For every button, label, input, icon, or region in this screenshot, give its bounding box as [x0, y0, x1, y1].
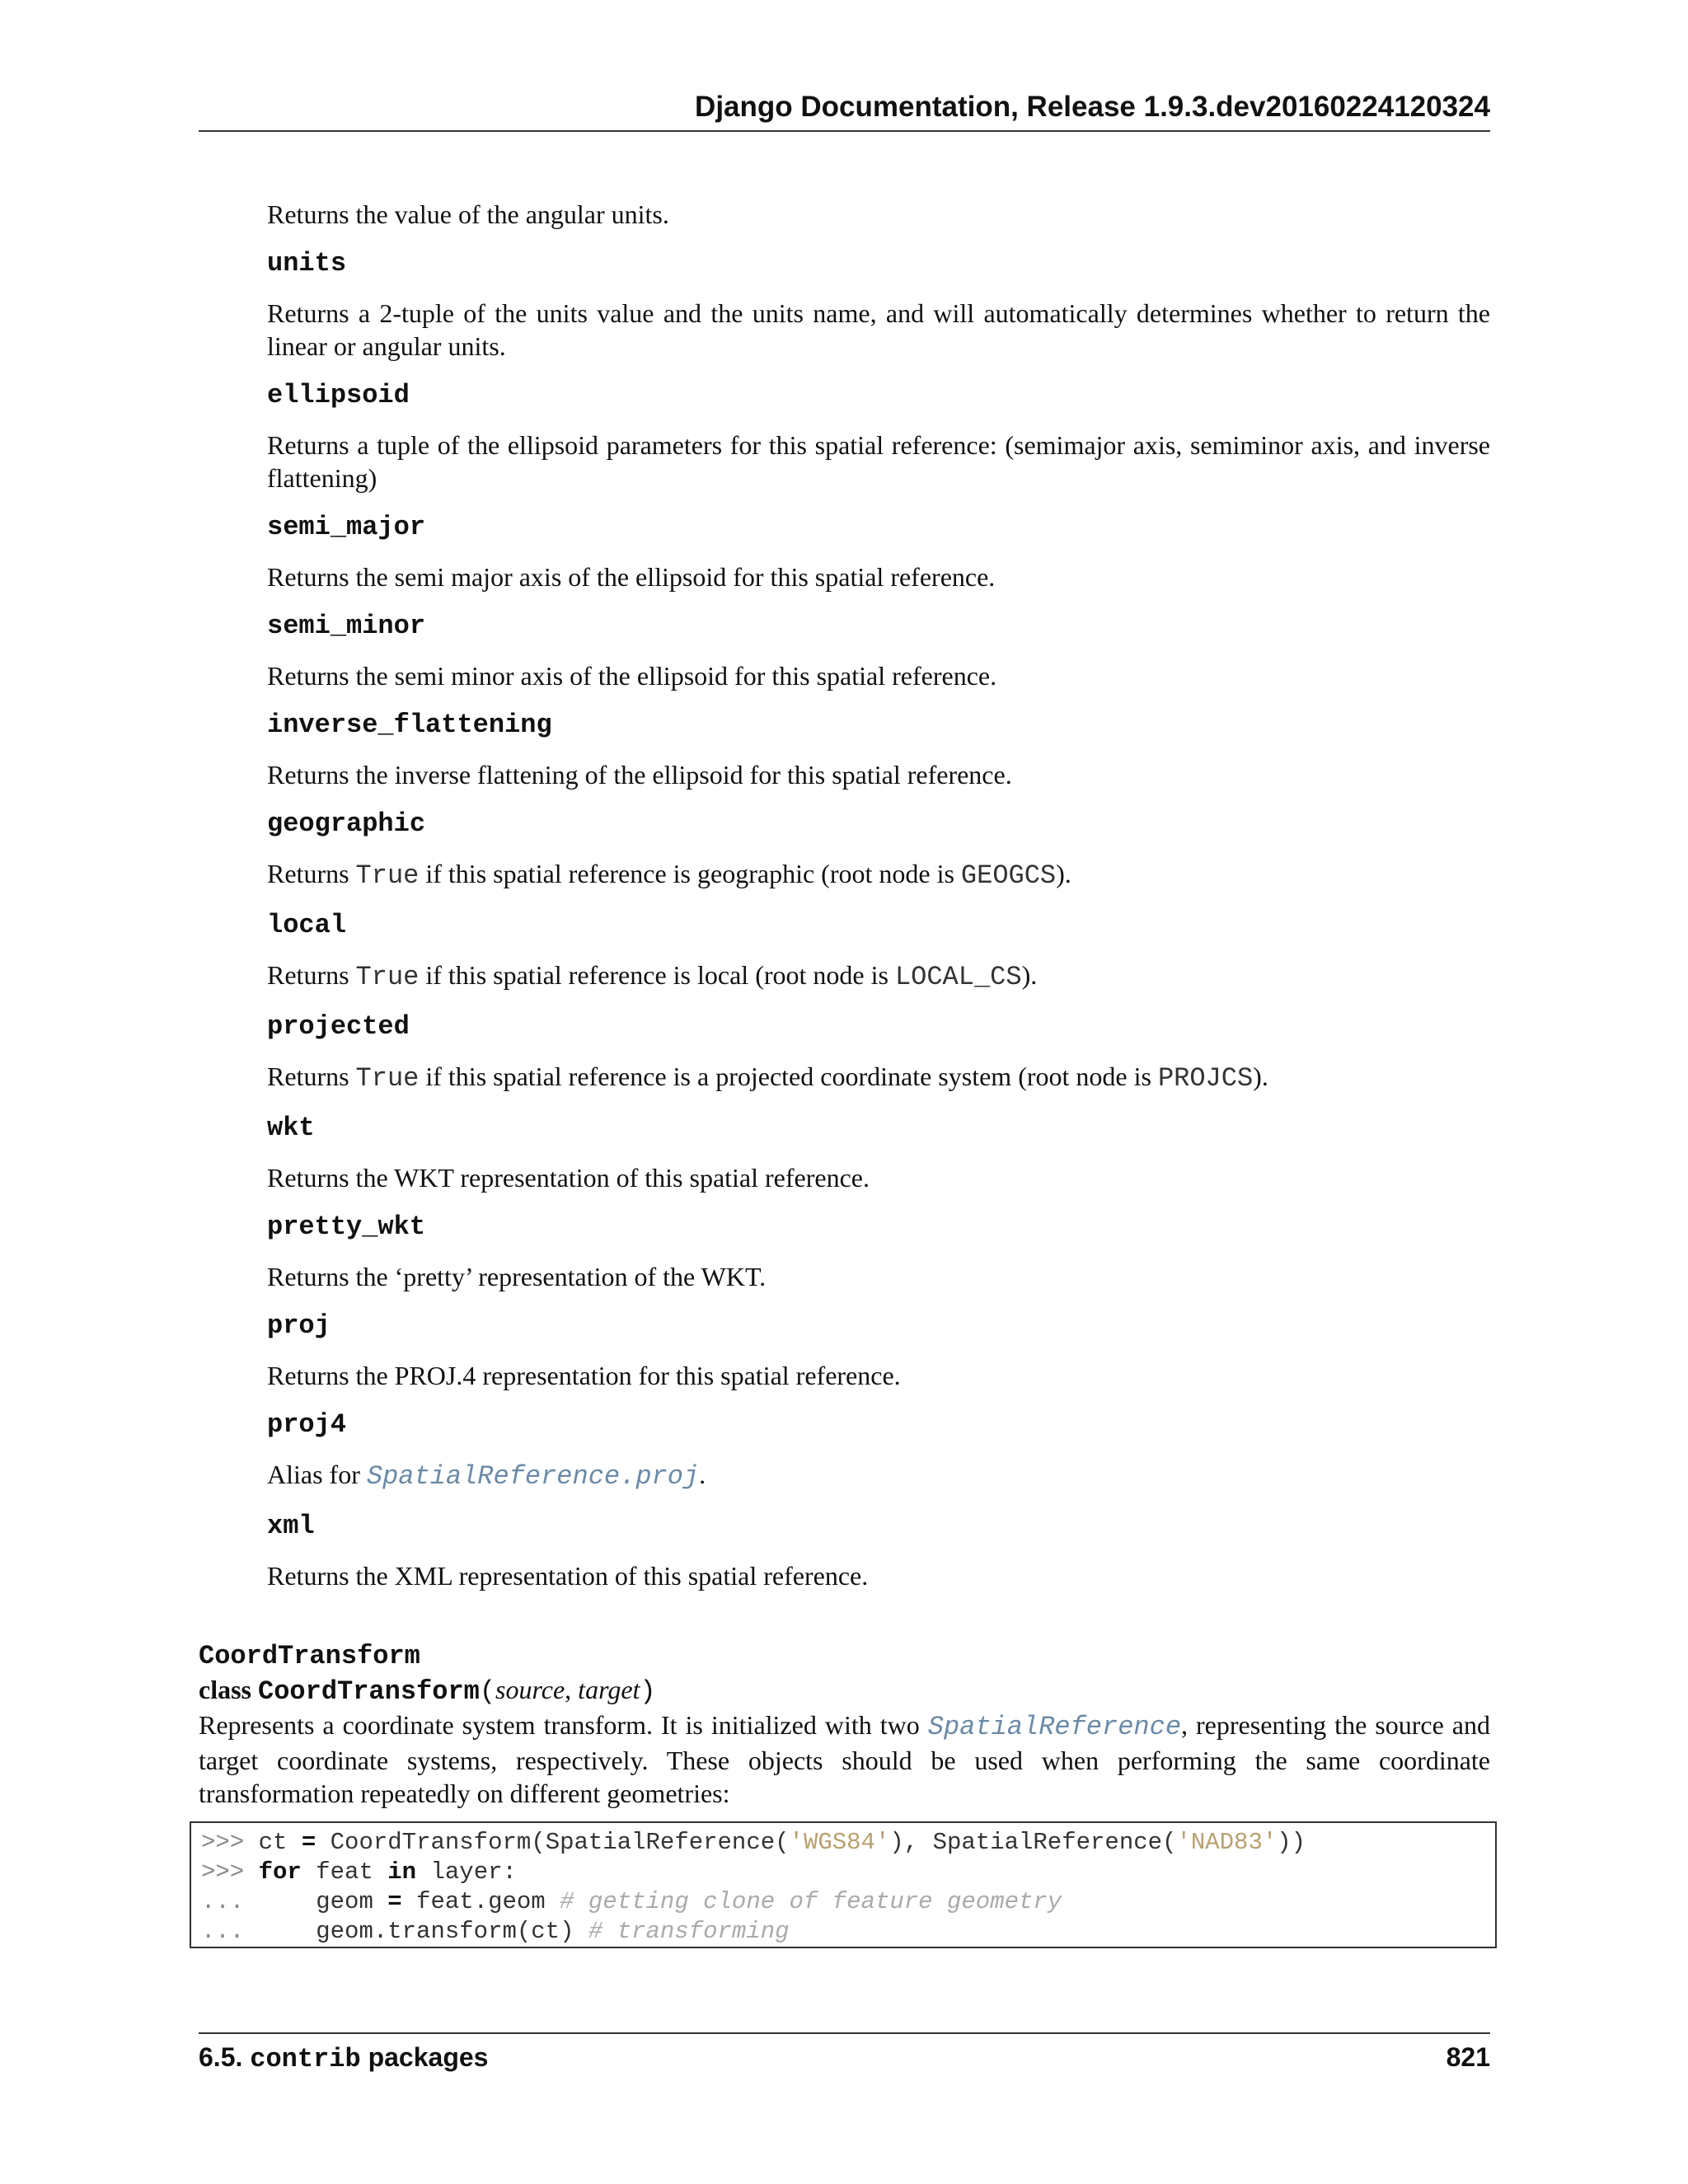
attr-projected: projected [267, 1011, 410, 1042]
code-local-cs: LOCAL_CS [894, 962, 1022, 992]
page-footer [199, 2032, 1490, 2074]
code-text: CoordTransform(SpatialReference( [316, 1829, 790, 1856]
document-title: Django Documentation, Release 1.9.3.dev20160224120324 [695, 91, 1490, 123]
attr-proj-desc: Returns the PROJ.4 representation for this spatial reference. [267, 1361, 901, 1390]
paren-open: ( [479, 1676, 496, 1707]
code-text: ct [244, 1829, 302, 1856]
attr-local: local [267, 910, 347, 940]
code-text: feat [301, 1858, 388, 1886]
attr-inverse-flattening: inverse_flattening [267, 710, 552, 740]
text: Returns [267, 960, 356, 990]
keyword: in [387, 1858, 417, 1886]
link-spatialreference[interactable]: SpatialReference [927, 1712, 1182, 1742]
attr-wkt: wkt [267, 1113, 315, 1143]
operator: = [387, 1888, 402, 1915]
attr-wkt-desc: Returns the WKT representation of this spatial reference. [267, 1163, 870, 1193]
attr-inverse-flattening-desc: Returns the inverse flattening of the ellipsoid for this spatial reference. [267, 760, 1012, 790]
text: Returns [267, 859, 356, 888]
attr-geographic: geographic [267, 808, 426, 839]
attr-proj4-desc [267, 1458, 1490, 1493]
page-header [199, 91, 1490, 132]
code-line [201, 1887, 1485, 1917]
attr-pretty-wkt-desc: Returns the ‘pretty’ representation of the WKT. [267, 1262, 767, 1291]
operator: = [301, 1829, 316, 1856]
arg-source: source [495, 1675, 565, 1704]
prompt: >>> [201, 1829, 245, 1856]
comment: # getting clone of feature geometry [560, 1888, 1062, 1915]
code-text: )) [1277, 1829, 1306, 1856]
attr-proj4: proj4 [267, 1409, 347, 1440]
prompt: ... [201, 1888, 245, 1915]
code-line [201, 1828, 1485, 1858]
class-keyword: class [199, 1675, 251, 1704]
text: Alias for [267, 1460, 367, 1489]
attr-units-desc: Returns a 2-tuple of the units value and the units name, and will automatically determines whether to return the linear or angular units. [267, 298, 1490, 361]
footer-section [199, 2042, 488, 2074]
text: ). [1056, 859, 1071, 888]
paren-close: ) [640, 1676, 656, 1707]
attr-ellipsoid-desc: Returns a tuple of the ellipsoid parameters for this spatial reference: (semimajor axis, semiminor axis, and inverse flattening) [267, 430, 1490, 493]
attr-pretty-wkt: pretty_wkt [267, 1212, 426, 1242]
comment: # transforming [588, 1918, 790, 1945]
code-line [201, 1917, 1485, 1947]
section-text: packages [360, 2042, 489, 2072]
code-line [201, 1858, 1485, 1887]
text: , representing the source and target coordinate systems, respectively. These objects should be used when performing the same coordinate transformation repeatedly on different geometries: [199, 1710, 1491, 1808]
attr-geographic-desc [267, 857, 1490, 893]
text: if this spatial reference is local (root node is [419, 960, 895, 990]
prompt: >>> [201, 1858, 245, 1886]
attr-xml-desc: Returns the XML representation of this spatial reference. [267, 1561, 869, 1591]
attr-proj: proj [267, 1310, 331, 1341]
arg-target: target [578, 1675, 640, 1704]
attr-ellipsoid: ellipsoid [267, 380, 410, 410]
code-geogcs: GEOGCS [960, 860, 1057, 891]
class-name: CoordTransform [258, 1676, 480, 1707]
code-block [190, 1821, 1497, 1948]
page-number: 821 [1446, 2042, 1490, 2072]
attr-semi-major-desc: Returns the semi major axis of the ellipsoid for this spatial reference. [267, 562, 996, 592]
code-true: True [355, 860, 420, 891]
attr-semi-major: semi_major [267, 512, 426, 542]
attr-semi-minor: semi_minor [267, 611, 426, 641]
code-text: geom [244, 1888, 388, 1915]
section-mono: contrib [250, 2044, 361, 2074]
attr-projected-desc [267, 1060, 1490, 1095]
text: Represents a coordinate system transform. It is initialized with two [199, 1710, 928, 1740]
string-literal: 'WGS84' [789, 1829, 890, 1856]
angular-units-description: Returns the value of the angular units. [267, 199, 669, 229]
attr-xml: xml [267, 1511, 315, 1541]
text: Returns [267, 1062, 356, 1091]
section-title: CoordTransform [199, 1641, 420, 1671]
text: ). [1021, 960, 1038, 990]
code-text: geom.transform(ct) [244, 1918, 588, 1945]
section-number: 6.5. [199, 2042, 251, 2072]
code-text: feat.geom [401, 1888, 560, 1915]
arg-sep: , [565, 1675, 579, 1704]
code-projcs: PROJCS [1157, 1063, 1254, 1094]
prompt: ... [201, 1918, 245, 1945]
code-text: layer: [416, 1858, 517, 1886]
attribute-list [267, 198, 1490, 1592]
attr-semi-minor-desc: Returns the semi minor axis of the ellipsoid for this spatial reference. [267, 661, 997, 691]
link-spatialreference-proj[interactable]: SpatialReference.proj [366, 1461, 700, 1492]
class-signature [199, 1673, 1490, 1708]
text: ). [1253, 1062, 1268, 1091]
attr-units: units [267, 248, 347, 279]
coordtransform-section [199, 1640, 1490, 1810]
text: . [699, 1460, 706, 1489]
string-literal: 'NAD83' [1176, 1829, 1278, 1856]
code-text: ), SpatialReference( [889, 1829, 1177, 1856]
text: if this spatial reference is a projected coordinate system (root node is [419, 1062, 1158, 1091]
keyword: for [258, 1858, 302, 1886]
attr-local-desc [267, 958, 1490, 994]
code-true: True [355, 1063, 420, 1094]
class-description [199, 1708, 1490, 1810]
code-true: True [355, 962, 420, 992]
text: if this spatial reference is geographic (root node is [419, 859, 961, 888]
